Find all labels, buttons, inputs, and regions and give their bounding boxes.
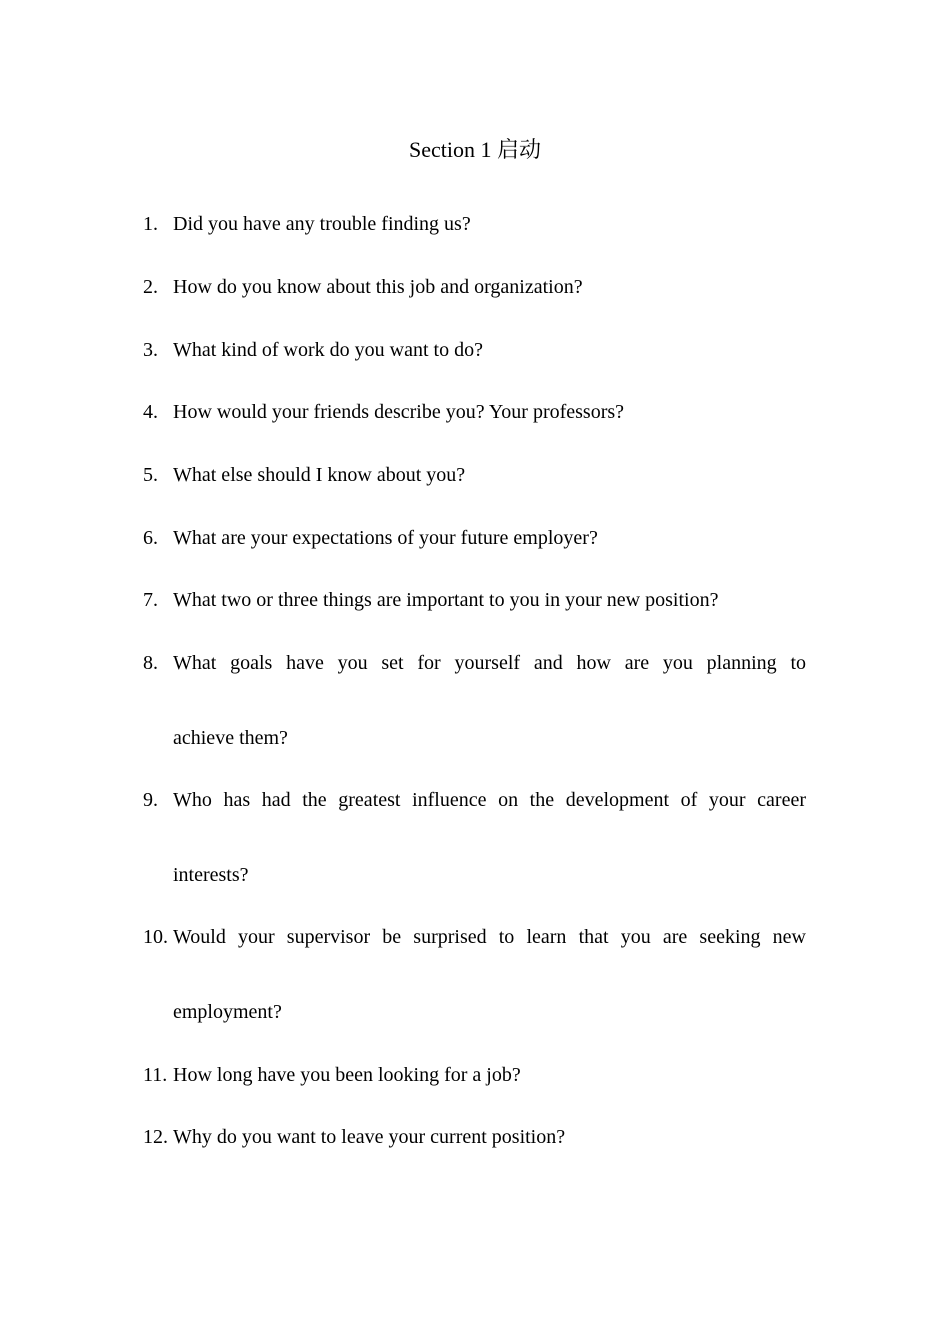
- item-text: [173, 588, 806, 612]
- item-text: [173, 1063, 806, 1087]
- item-number: 8.: [143, 652, 158, 674]
- item-number: 2.: [143, 276, 158, 298]
- item-text-line: Would your supervisor be surprised to learn that you are seeking new: [173, 926, 806, 948]
- item-number: 7.: [143, 589, 158, 611]
- item-text: [173, 463, 806, 487]
- item-text-line: What goals have you set for yourself and how are you planning to: [173, 652, 806, 674]
- item-text-line: What kind of work do you want to do?: [173, 339, 483, 361]
- item-text-line: interests?: [173, 864, 249, 886]
- item-number: 1.: [143, 213, 158, 235]
- item-number: 9.: [143, 789, 158, 811]
- item-text-line: What two or three things are important to you in your new position?: [173, 589, 719, 611]
- page-title: Section 1 启动: [409, 137, 541, 162]
- item-number: 11.: [143, 1064, 168, 1086]
- item-text-line: employment?: [173, 1001, 282, 1023]
- item-text-line: What else should I know about you?: [173, 464, 466, 486]
- item-text: [173, 526, 806, 550]
- item-text: [173, 212, 806, 236]
- item-number: 4.: [143, 401, 158, 423]
- item-text-line: What are your expectations of your future employer?: [173, 527, 598, 549]
- item-text: [173, 651, 806, 750]
- item-number: 3.: [143, 339, 158, 361]
- item-text-line: achieve them?: [173, 727, 288, 749]
- item-text-line: How long have you been looking for a job?: [173, 1064, 521, 1086]
- item-text-line: Who has had the greatest influence on the development of your career: [173, 789, 806, 811]
- item-text-line: How do you know about this job and organization?: [173, 276, 583, 298]
- item-text: [173, 275, 806, 299]
- item-text-line: Did you have any trouble finding us?: [173, 213, 471, 235]
- item-number: 12.: [143, 1126, 168, 1148]
- item-number: 5.: [143, 464, 158, 486]
- item-text: [173, 400, 806, 424]
- item-text: [173, 788, 806, 887]
- item-text: [173, 338, 806, 362]
- item-number: 10.: [143, 926, 168, 948]
- item-text-line: Why do you want to leave your current position?: [173, 1126, 566, 1148]
- item-text: [173, 1125, 806, 1149]
- item-text-line: How would your friends describe you? Your professors?: [173, 401, 625, 423]
- item-text: [173, 925, 806, 1024]
- item-number: 6.: [143, 527, 158, 549]
